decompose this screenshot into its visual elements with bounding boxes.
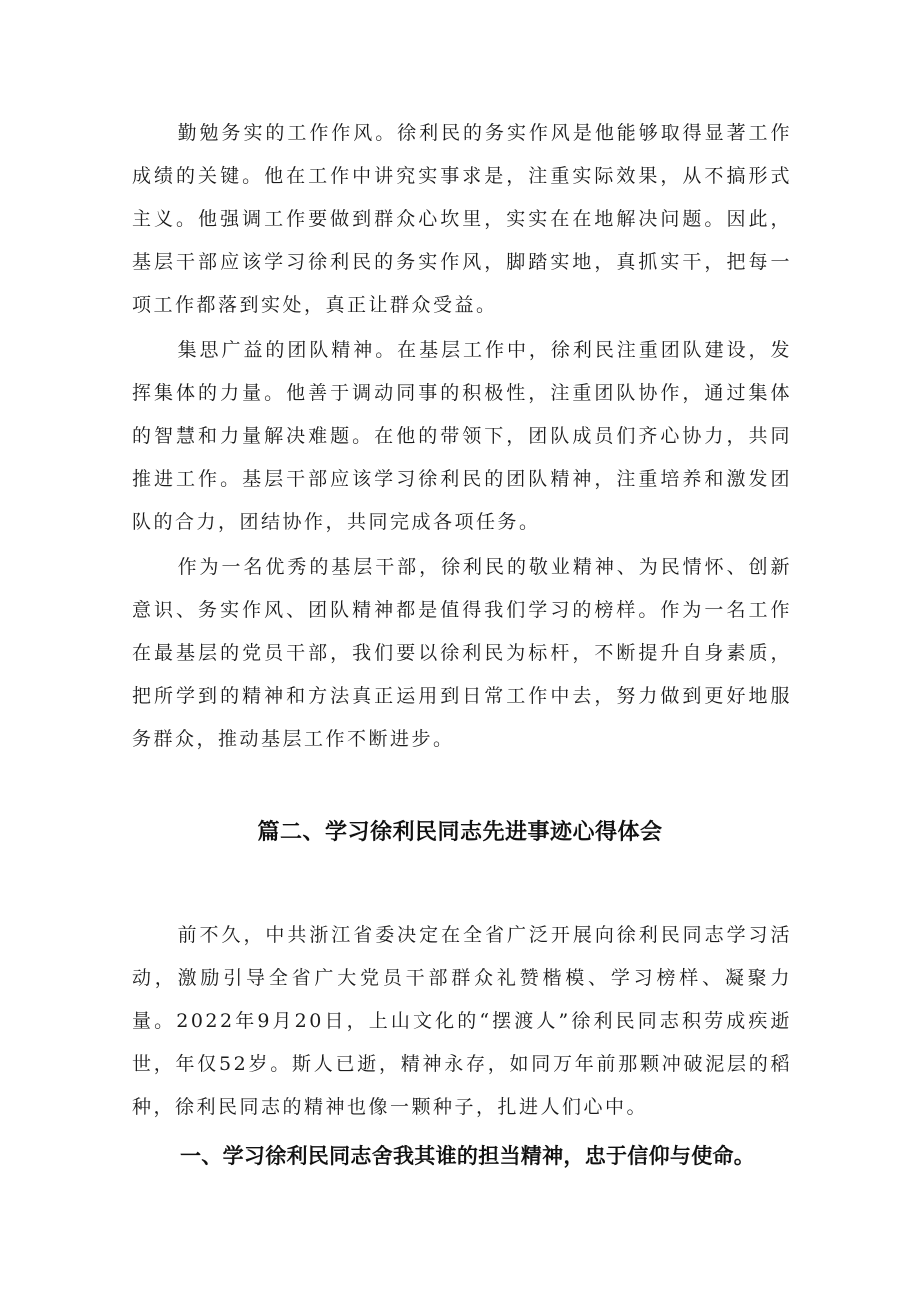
paragraph-work-style: 勤勉务实的工作作风。徐利民的务实作风是他能够取得显著工作成绩的关键。他在工作中讲究实事求是，注重实际效果，从不搞形式主义。他强调工作要做到群众心坎里，实实在在地解决问题。因此，基层干部应该学习徐利民的务实作风，脚踏实地，真抓实干，把每一项工作都落到实处，真正让群众受益。 xyxy=(132,122,792,316)
paragraph-conclusion: 作为一名优秀的基层干部，徐利民的敬业精神、为民情怀、创新意识、务实作风、团队精神都是值得我们学习的榜样。作为一名工作在最基层的党员干部，我们要以徐利民为标杆，不断提升自身素质，把所学到的精神和方法真正运用到日常工作中去，努力做到更好地服务群众，推动基层工作不断进步。 xyxy=(132,556,792,750)
subheading-first-point: 一、学习徐利民同志舍我其谁的担当精神，忠于信仰与使命。 xyxy=(180,1144,756,1168)
section-title: 篇二、学习徐利民同志先进事迹心得体会 xyxy=(257,820,663,845)
paragraph-section-intro: 前不久，中共浙江省委决定在全省广泛开展向徐利民同志学习活动，激励引导全省广大党员干部群众礼赞楷模、学习榜样、凝聚力量。2022年9月20日，上山文化的“摆渡人”徐利民同志积劳成疾逝世，年仅52岁。斯人已逝，精神永存，如同万年前那颗冲破泥层的稻种，徐利民同志的精神也像一颗种子，扎进人们心中。 xyxy=(132,924,792,1118)
paragraph-team-spirit: 集思广益的团队精神。在基层工作中，徐利民注重团队建设，发挥集体的力量。他善于调动同事的积极性，注重团队协作，通过集体的智慧和力量解决难题。在他的带领下，团队成员们齐心协力，共同推进工作。基层干部应该学习徐利民的团队精神，注重培养和激发团队的合力，团结协作，共同完成各项任务。 xyxy=(132,339,792,533)
